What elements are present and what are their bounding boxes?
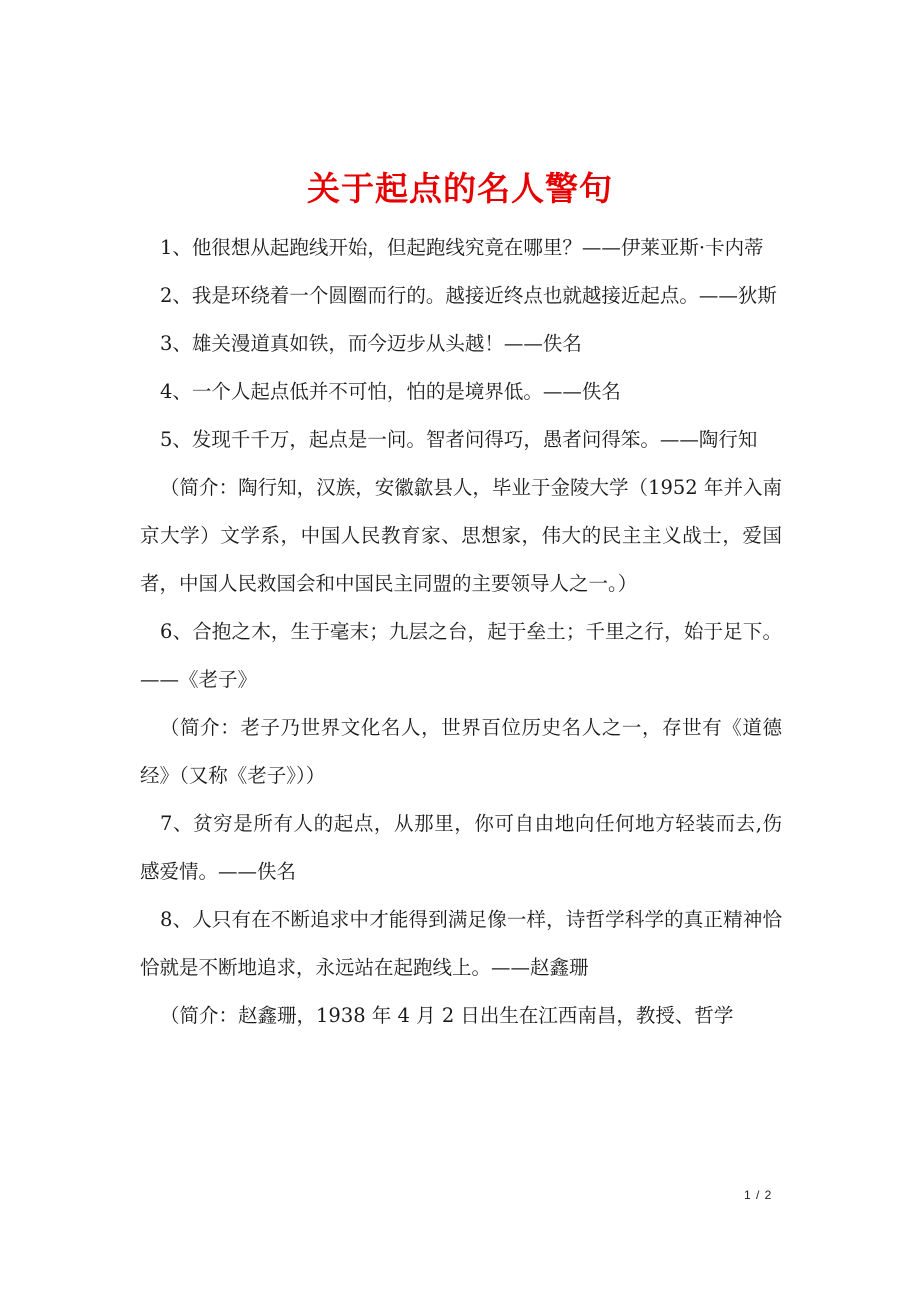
document-body: [140, 224, 782, 1040]
quote-paragraph-7: 7、贫穷是所有人的起点，从那里，你可自由地向任何地方轻装而去,伤感爱情。——佚名: [140, 812, 782, 883]
quote-paragraph-6: 6、合抱之木，生于毫末；九层之台，起于垒土；千里之行，始于足下。——《老子》: [140, 620, 782, 691]
note-paragraph-tao-xingzhi: （简介：陶行知，汉族，安徽歙县人，毕业于金陵大学（1952 年并入南京大学）文学系，中国人民教育家、思想家，伟大的民主主义战士，爱国者，中国人民救国会和中国民主同盟的主要领导人之一。）: [140, 476, 782, 595]
quote-paragraph-3: 3、雄关漫道真如铁，而今迈步从头越！——佚名: [160, 332, 582, 355]
quote-paragraph-5: 5、发现千千万，起点是一问。智者问得巧，愚者问得笨。——陶行知: [160, 428, 758, 451]
quote-paragraph-2: 2、我是环绕着一个圆圈而行的。越接近终点也就越接近起点。——狄斯: [160, 284, 777, 307]
quote-paragraph-4: 4、一个人起点低并不可怕，怕的是境界低。——佚名: [160, 380, 621, 403]
document-title: 关于起点的名人警句: [307, 169, 613, 209]
quote-paragraph-8: 8、人只有在不断追求中才能得到满足像一样，诗哲学科学的真正精神恰恰就是不断地追求，永远站在起跑线上。——赵鑫珊: [140, 908, 782, 979]
note-paragraph-laozi: （简介：老子乃世界文化名人，世界百位历史名人之一，存世有《道德经》（又称《老子》））: [140, 716, 782, 787]
note-paragraph-zhao-xinshan: （简介：赵鑫珊，1938 年 4 月 2 日出生在江西南昌，教授、哲学: [160, 1004, 734, 1027]
quote-paragraph-1: 1、他很想从起跑线开始，但起跑线究竟在哪里？——伊莱亚斯·卡内蒂: [160, 236, 764, 259]
page-number: 1 / 2: [744, 1188, 773, 1202]
